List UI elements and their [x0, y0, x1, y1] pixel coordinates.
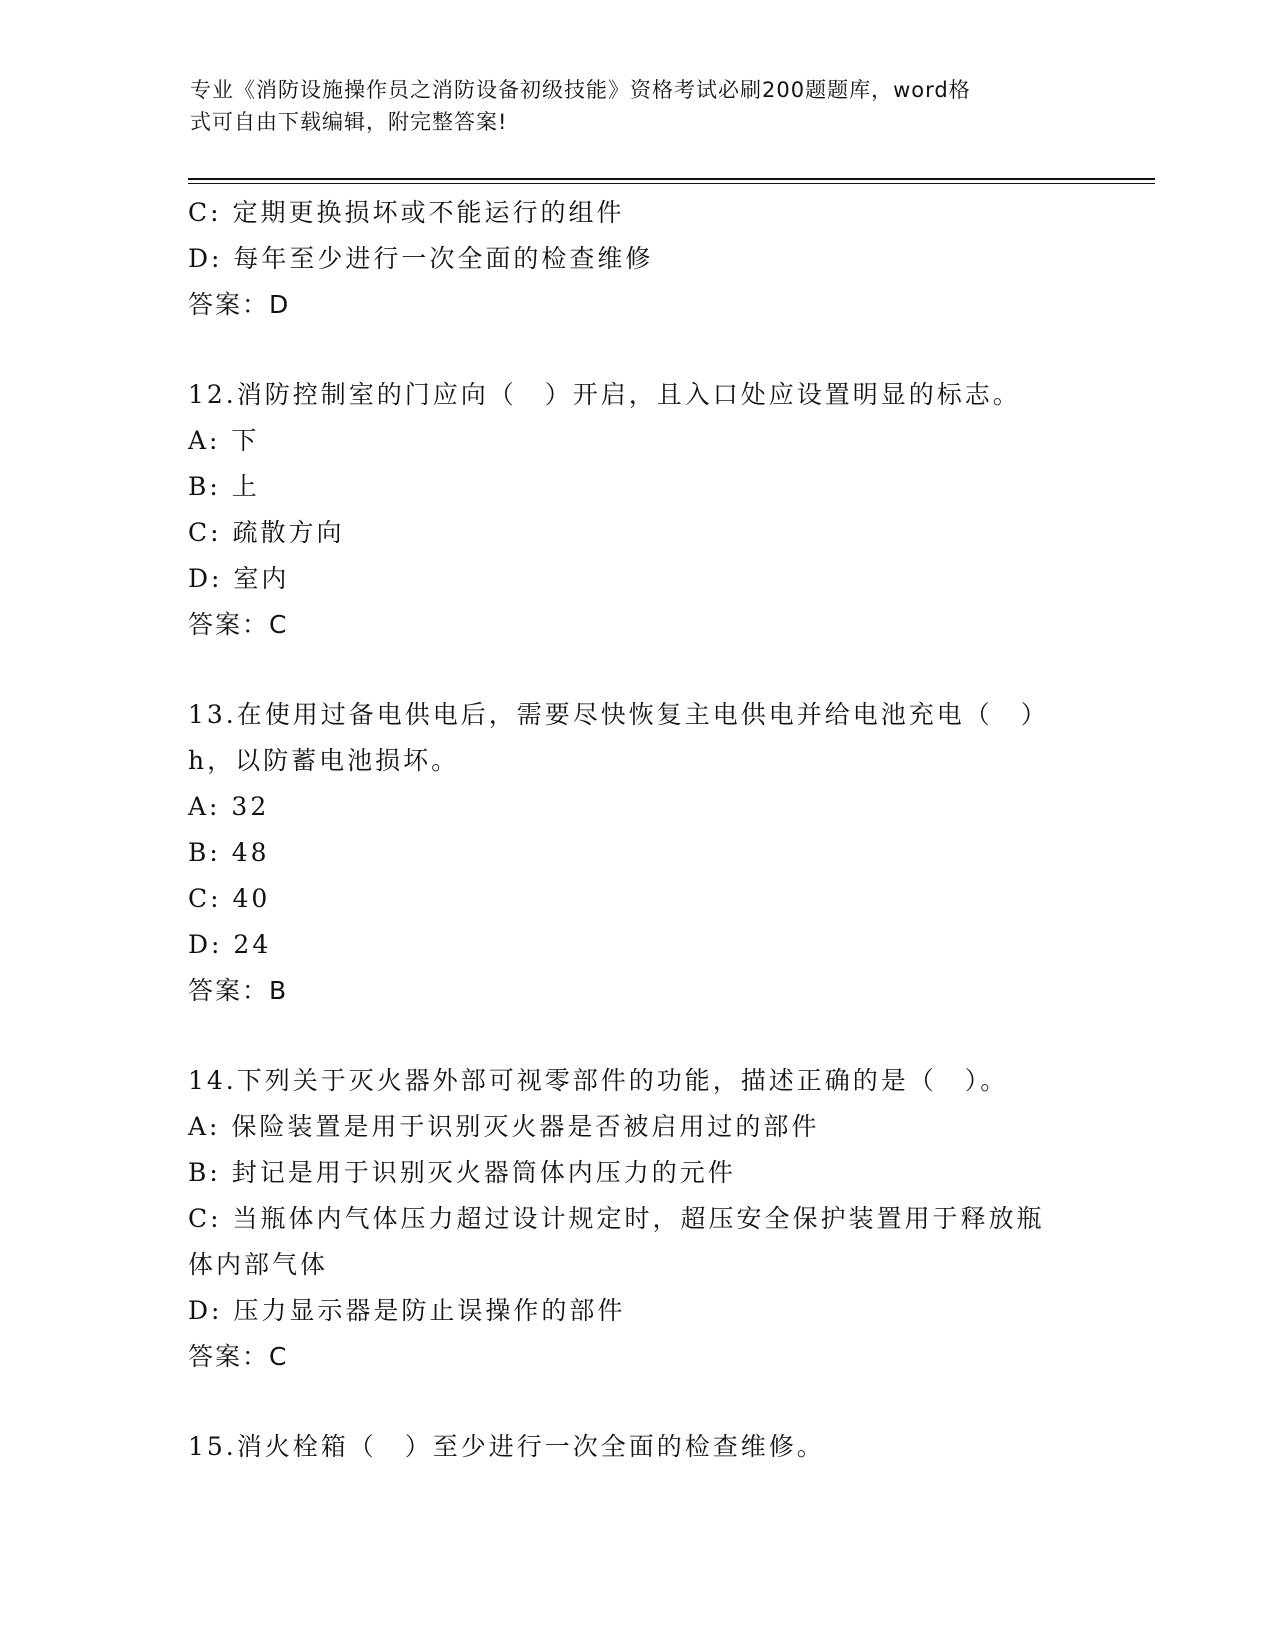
option-c: C: 40 — [188, 884, 271, 913]
option-c: C: 疏散方向 — [188, 518, 345, 547]
document-header — [190, 74, 1070, 138]
header-rule-thin — [188, 183, 1155, 184]
option-b: B: 封记是用于识别灭火器筒体内压力的元件 — [188, 1158, 736, 1187]
header-line-1: 专业《消防设施操作员之消防设备初级技能》资格考试必刷200题题库，word格 — [190, 78, 971, 102]
option-c: C: 当瓶体内气体压力超过设计规定时，超压安全保护装置用于释放瓶 — [188, 1204, 1045, 1233]
option-c: C: 定期更换损坏或不能运行的组件 — [188, 198, 625, 227]
question-stem: 15.消火栓箱（ ）至少进行一次全面的检查维修。 — [188, 1432, 825, 1461]
question-stem: 12.消防控制室的门应向（ ）开启，且入口处应设置明显的标志。 — [188, 380, 1021, 409]
question-11-tail — [188, 190, 1088, 328]
option-d: D: 压力显示器是防止误操作的部件 — [188, 1296, 626, 1325]
header-rule-thick — [188, 178, 1155, 180]
header-line-2: 式可自由下载编辑，附完整答案! — [190, 110, 508, 134]
answer: 答案：C — [188, 610, 289, 639]
option-d: D: 24 — [188, 930, 272, 959]
answer: 答案：D — [188, 290, 291, 319]
option-a: A: 32 — [188, 792, 270, 821]
option-a: A: 下 — [188, 426, 260, 455]
question-list — [188, 190, 1088, 1470]
option-d: D: 室内 — [188, 564, 290, 593]
answer: 答案：B — [188, 976, 289, 1005]
question-13 — [188, 692, 1088, 1014]
question-stem: 13.在使用过备电供电后，需要尽快恢复主电供电并给电池充电（ ） — [188, 700, 1049, 729]
question-12 — [188, 372, 1088, 648]
question-15 — [188, 1424, 1088, 1470]
option-c-cont: 体内部气体 — [188, 1250, 329, 1279]
option-b: B: 48 — [188, 838, 270, 867]
question-stem-cont: h，以防蓄电池损坏。 — [188, 746, 460, 775]
answer: 答案：C — [188, 1342, 289, 1371]
option-b: B: 上 — [188, 472, 260, 501]
option-a: A: 保险装置是用于识别灭火器是否被启用过的部件 — [188, 1112, 820, 1141]
question-stem: 14.下列关于灭火器外部可视零部件的功能，描述正确的是（ ）。 — [188, 1066, 1009, 1095]
question-14 — [188, 1058, 1088, 1380]
option-d: D: 每年至少进行一次全面的检查维修 — [188, 244, 654, 273]
